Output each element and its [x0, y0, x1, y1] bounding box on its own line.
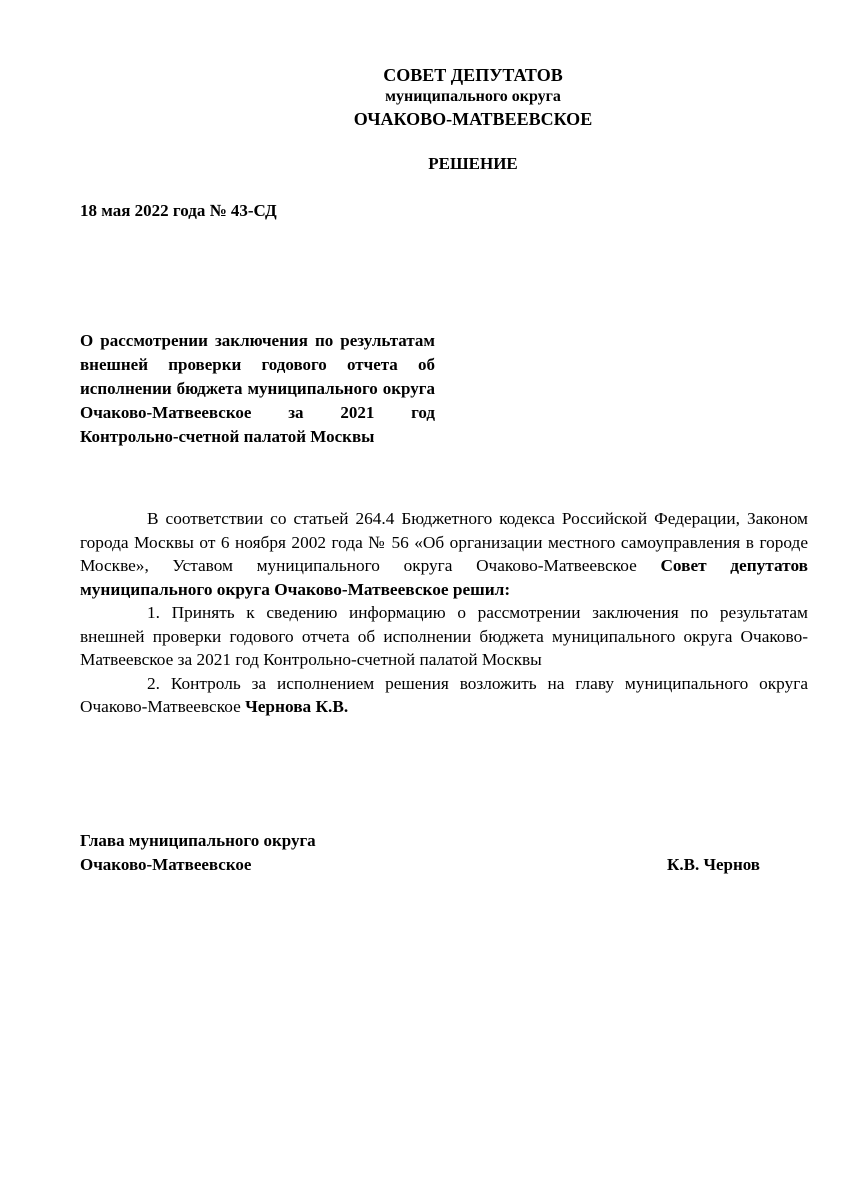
signature-row — [80, 853, 760, 877]
item2-text: 2. Контроль за исполнением решения возложить на главу муниципального округа Очаково-Матвеевское — [80, 673, 808, 716]
document-type: РЕШЕНИЕ — [428, 154, 518, 173]
subject-main: О рассмотрении заключения по результатам внешней проверки годового отчета об исполнении бюджета муниципального округа Очаково-Матвеевское за 2021 год — [80, 331, 435, 422]
resolution-item-1: 1. Принять к сведению информацию о рассмотрении заключения по результатам внешней проверки годового отчета об исполнении бюджета муниципального округа Очаково-Матвеевское за 2021 год Контрольно-счетной палатой Москвы — [80, 603, 808, 669]
preamble-resolution: Совет депутатов муниципального округа Очаково-Матвеевское решил: — [80, 556, 808, 599]
org-subtitle: муниципального округа — [385, 88, 561, 105]
document-body — [80, 507, 808, 719]
subject-last-line: Контрольно-счетной палатой Москвы — [80, 427, 375, 446]
org-name: ОЧАКОВО-МАТВЕЕВСКОЕ — [353, 109, 593, 129]
document-subject — [80, 329, 435, 449]
document-header — [230, 64, 716, 130]
org-title: СОВЕТ ДЕПУТАТОВ — [383, 65, 563, 85]
preamble-paragraph — [80, 507, 808, 601]
preamble-text: В соответствии со статьей 264.4 Бюджетного кодекса Российской Федерации, Законом города Москвы от 6 ноября 2002 года № 56 «Об организации местного самоуправления в городе Москве», Уставом муниципального округа Очаково-Матвеевское — [80, 509, 808, 575]
signature-position-line2: Очаково-Матвеевское — [80, 855, 252, 874]
signature-position-line1: Глава муниципального округа — [80, 831, 316, 850]
signature-name: К.В. Чернов — [667, 855, 760, 874]
document-date-number: 18 мая 2022 года № 43-СД — [80, 201, 277, 220]
resolution-item-2 — [80, 672, 808, 719]
item2-person: Чернова К.В. — [245, 697, 349, 716]
signature-block — [80, 829, 760, 877]
